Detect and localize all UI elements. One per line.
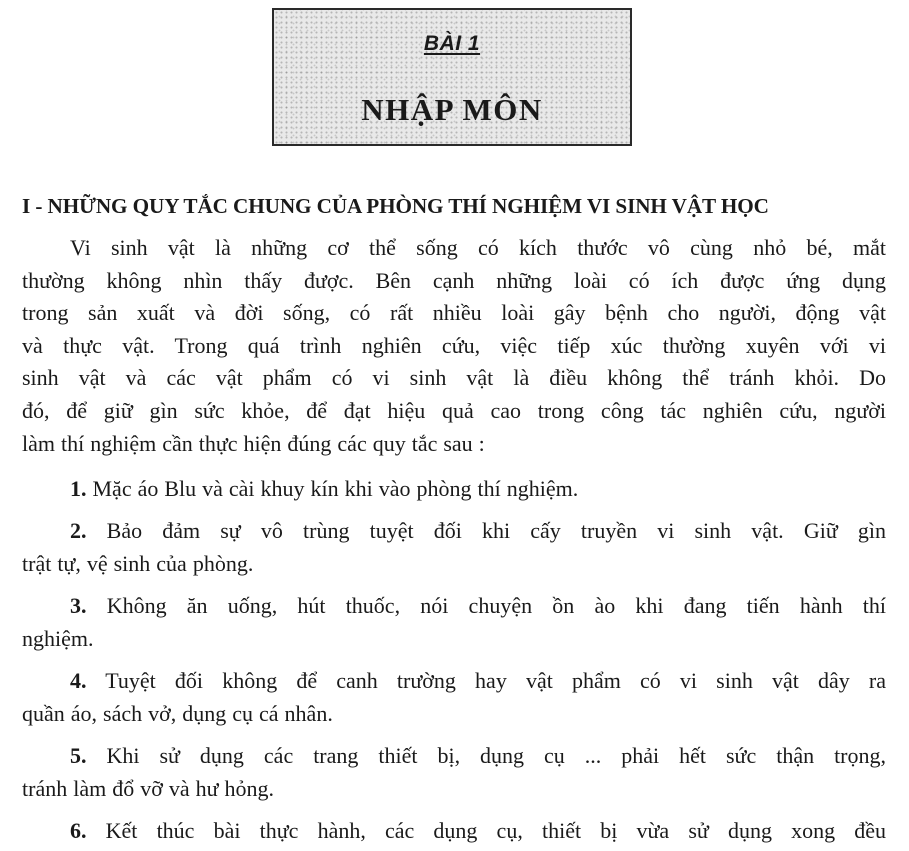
rule-text: Không ăn uống, hút thuốc, nói chuyện ồn ào khi đang tiến hành thí (106, 593, 886, 618)
rule-item-4 (22, 665, 886, 730)
chapter-title: NHẬP MÔN (361, 92, 543, 127)
intro-line: sinh vật và các vật phẩm có vi sinh vật là điều không thể tránh khỏi. Do (22, 365, 886, 391)
rule-text: Kết thúc bài thực hành, các dụng cụ, thiết bị vừa sử dụng xong đều (105, 818, 887, 843)
rule-text: nghiệm. (22, 625, 94, 651)
rule-number: 1. (70, 476, 87, 501)
intro-line: làm thí nghiệm cần thực hiện đúng các quy tắc sau : (22, 430, 485, 456)
intro-line: và thực vật. Trong quá trình nghiên cứu, việc tiếp xúc thường xuyên với vi (22, 332, 886, 358)
intro-line: đó, để giữ gìn sức khỏe, để đạt hiệu quả cao trong công tác nghiên cứu, người (22, 397, 886, 423)
rule-item-1 (22, 473, 886, 506)
lesson-label: BÀI 1 (423, 32, 481, 55)
intro-line: Vi sinh vật là những cơ thể sống có kích thước vô cùng nhỏ bé, mắt (70, 235, 886, 260)
rule-text: Tuyệt đối không để canh trường hay vật phẩm có vi sinh vật dây ra (105, 668, 886, 693)
rule-number: 6. (70, 818, 87, 843)
intro-paragraph (22, 232, 886, 460)
rule-text: tránh làm đổ vỡ và hư hỏng. (22, 775, 275, 801)
rule-number: 4. (70, 668, 87, 693)
rule-number: 2. (70, 518, 87, 543)
rule-item-5 (22, 740, 886, 805)
rule-text: Bảo đảm sự vô trùng tuyệt đối khi cấy truyền vi sinh vật. Giữ gìn (106, 518, 886, 543)
intro-line: thường không nhìn thấy được. Bên cạnh những loài có ích được ứng dụng (22, 267, 886, 293)
rule-text: quần áo, sách vở, dụng cụ cá nhân. (22, 700, 333, 726)
lesson-title-box (272, 8, 632, 146)
intro-line: trong sản xuất và đời sống, có rất nhiều loài gây bệnh cho người, động vật (22, 300, 886, 326)
rule-number: 5. (70, 743, 87, 768)
rule-text: trật tự, vệ sinh của phòng. (22, 550, 254, 576)
rule-number: 3. (70, 593, 87, 618)
rule-text: Mặc áo Blu và cài khuy kín khi vào phòng thí nghiệm. (92, 476, 579, 501)
section-heading: I - NHỮNG QUY TẮC CHUNG CỦA PHÒNG THÍ NGHIỆM VI SINH VẬT HỌC (22, 194, 769, 218)
rule-text: Khi sử dụng các trang thiết bị, dụng cụ ... phải hết sức thận trọng, (106, 743, 887, 768)
rule-item-6 (22, 815, 886, 848)
rule-item-3 (22, 590, 886, 655)
rule-item-2 (22, 515, 886, 580)
